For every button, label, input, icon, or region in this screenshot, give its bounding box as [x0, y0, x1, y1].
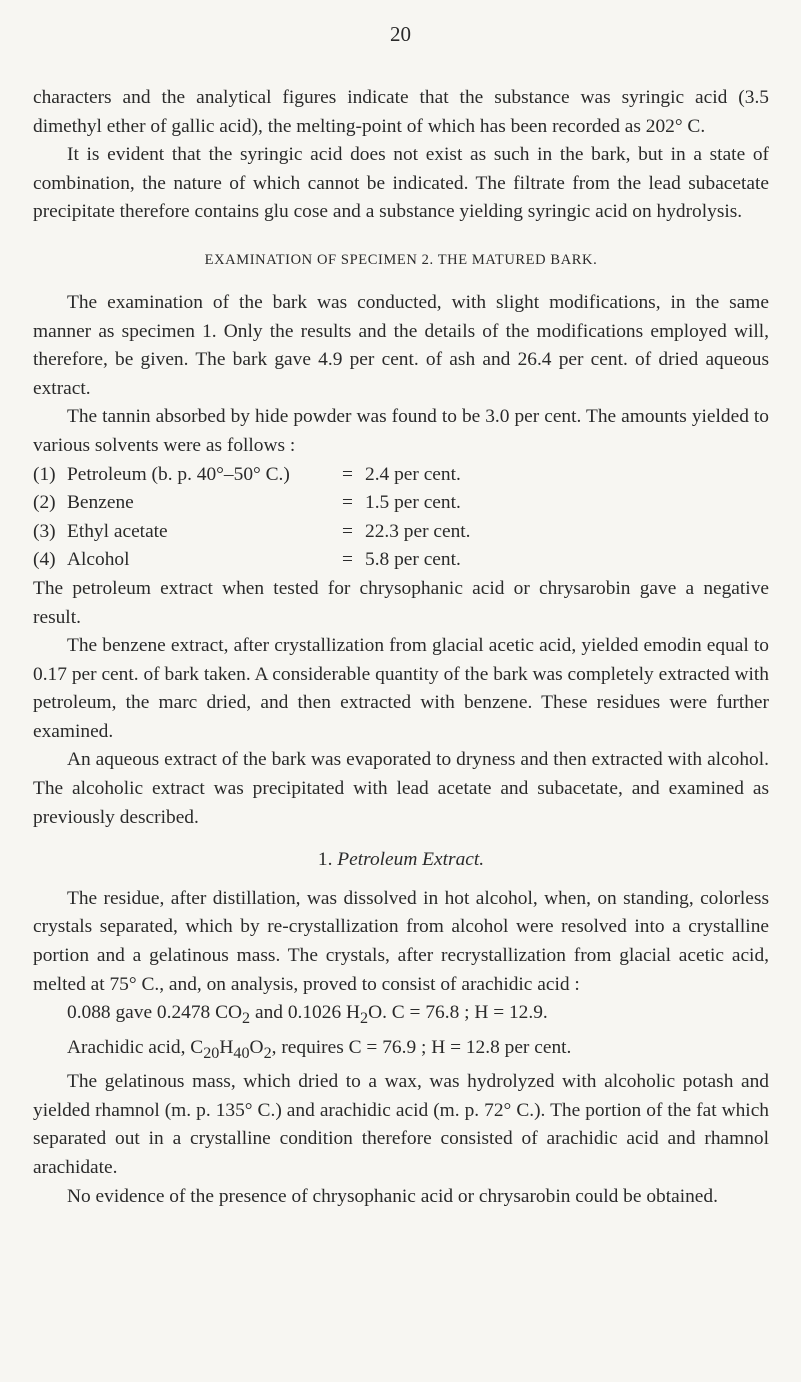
paragraph-examination: The examination of the bark was conducted, with slight modifications, in the same manner as specimen 1. Only the results and the details of the modifications employed will, therefore, be given. The bark gave 4.9 per cent. of ash and 26.4 per cent. of dried aqueous extract. [33, 291, 769, 399]
analysis-line [33, 999, 769, 1033]
analysis-text: and 0.1026 H [250, 1002, 360, 1024]
paragraph-aqueous: An aqueous extract of the bark was evaporated to dryness and then extracted with alcohol. The alcoholic extract was precipitated with lead acetate and subacetate, and examined as previously described. [33, 749, 769, 828]
paragraph-residue: The residue, after distillation, was dissolved in hot alcohol, when, on standing, colorless crystals separated, which by re-crystallization from alcohol were resolved into a crystalline portion and a gelatinous mass. The crystals, after recrystallization from glacial acetic acid, melted at 75° C., and, on analysis, proved to consist of arachidic acid : [33, 887, 769, 995]
solvent-number: (1) [33, 463, 56, 485]
solvent-number: (4) [33, 549, 56, 571]
paragraph-intro-continued: characters and the analytical figures indicate that the substance was syringic acid (3.5 dimethyl ether of gallic acid), the melting-point of which has been recorded as 202° C. [33, 87, 769, 137]
solvent-name: Alcohol [67, 549, 130, 571]
page-body [33, 84, 769, 1211]
equals-sign: = [342, 463, 353, 485]
solvent-number: (3) [33, 520, 56, 542]
solvent-row [33, 518, 769, 547]
equals-sign: = [342, 520, 353, 542]
solvent-name: Petroleum (b. p. 40°–50° C.) [67, 463, 290, 485]
subscript: 2 [242, 1010, 251, 1028]
solvent-row [33, 461, 769, 490]
analysis-sample: 0.088 gave 0.2478 CO [67, 1002, 243, 1024]
subscript: 2 [360, 1010, 369, 1028]
paragraph-gelatinous: The gelatinous mass, which dried to a wax, was hydrolyzed with alcoholic potash and yielded rhamnol (m. p. 135° C.) and arachidic acid (m. p. 72° C.). The portion of the fat which separated out in a crystalline condition therefore consisted of arachidic acid and rhamnol arachidate. [33, 1071, 769, 1178]
arachidic-formula-line [33, 1034, 769, 1068]
formula-text: Arachidic acid, C [67, 1036, 204, 1058]
equals-sign: = [342, 549, 353, 571]
formula-text: H [219, 1036, 234, 1058]
formula-text: O [249, 1036, 264, 1058]
solvent-name: Benzene [67, 492, 134, 514]
analysis-found: O. C = 76.8 ; H = 12.9. [368, 1002, 548, 1024]
subscript: 20 [203, 1044, 220, 1062]
sub-heading-number: 1. [317, 849, 333, 871]
formula-text: , requires C = 76.9 ; H = 12.8 per cent. [271, 1036, 572, 1058]
solvent-row [33, 546, 769, 575]
page-number: 20 [390, 22, 411, 46]
solvent-number: (2) [33, 492, 56, 514]
sub-heading-title: Petroleum Extract. [337, 849, 485, 871]
solvent-value: 1.5 per cent. [365, 492, 461, 514]
paragraph-benzene: The benzene extract, after crystallization from glacial acetic acid, yielded emodin equal to 0.17 per cent. of bark taken. A considerable quantity of the bark was completely extracted with petroleum, the marc dried, and then extracted with benzene. These residues were further examined. [33, 635, 769, 742]
solvent-row [33, 489, 769, 518]
paragraph-no-evidence: No evidence of the presence of chrysophanic acid or chrysarobin could be obtained. [67, 1185, 718, 1207]
paragraph-evident: It is evident that the syringic acid does not exist as such in the bark, but in a state of combination, the nature of which cannot be indicated. The filtrate from the lead subacetate precipitate therefore contains glu cose and a substance yielding syringic acid on hydrolysis. [33, 144, 769, 223]
solvent-value: 22.3 per cent. [365, 520, 471, 542]
section-heading: EXAMINATION OF SPECIMEN 2. THE MATURED BARK. [204, 251, 598, 268]
subscript: 2 [263, 1044, 272, 1062]
paragraph-petroleum-test: The petroleum extract when tested for chrysophanic acid or chrysarobin gave a negative result. [33, 577, 769, 628]
solvent-value: 2.4 per cent. [365, 463, 461, 485]
equals-sign: = [342, 492, 353, 514]
subscript: 40 [233, 1044, 250, 1062]
sub-heading [33, 846, 769, 875]
solvent-name: Ethyl acetate [67, 520, 168, 542]
solvent-value: 5.8 per cent. [365, 549, 461, 571]
solvent-list [33, 461, 769, 575]
paragraph-tannin: The tannin absorbed by hide powder was found to be 3.0 per cent. The amounts yielded to various solvents were as follows : [33, 406, 769, 456]
